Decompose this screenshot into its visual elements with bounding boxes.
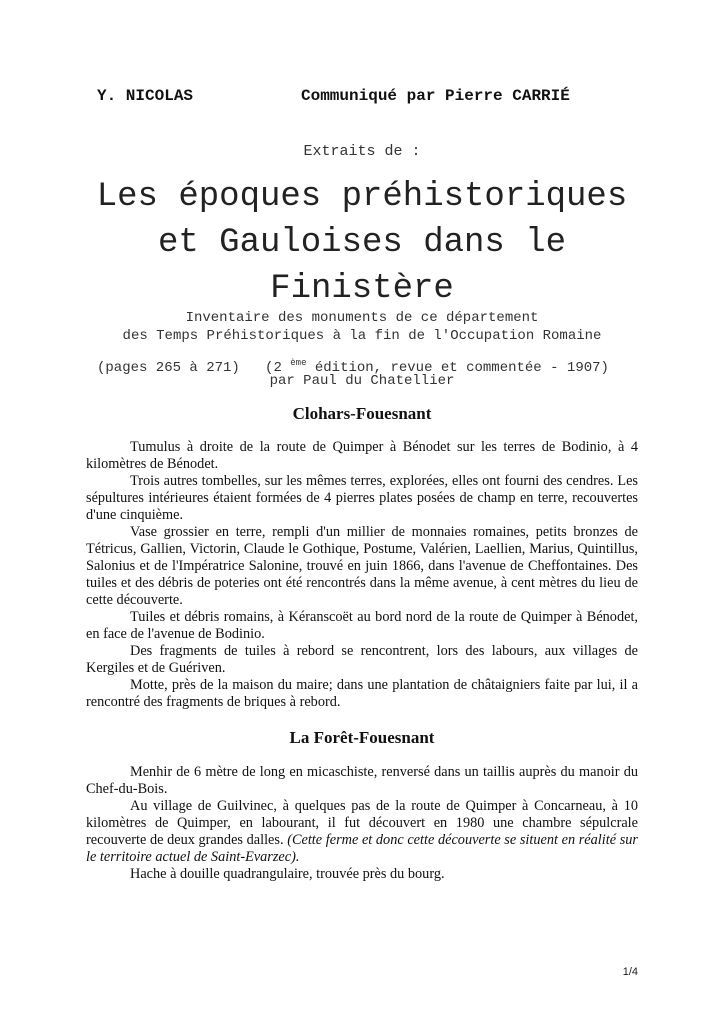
paragraph-text: Au village de Guilvinec, à quelques pas de la route de Quimper à Concarneau, à 10 kilomètres de Quimper, en labourant, il fut découvert en 1980 une chambre sépulcrale recouverte de deux grandes dalles. (86, 798, 638, 848)
paragraph: Des fragments de tuiles à rebord se rencontrent, lors des labours, aux villages de Kergiles et de Guériven. (86, 643, 638, 676)
section-body-clohars (86, 439, 638, 711)
title-line-2: et Gauloises dans le (157, 224, 567, 262)
edition-prefix: (2 (265, 360, 282, 376)
edition-rest: édition, revue et commentée - 1907) (306, 360, 609, 376)
subtitle-line-1: Inventaire des monuments de ce département (185, 310, 539, 326)
paragraph: Motte, près de la maison du maire; dans une plantation de châtaigniers faite par lui, il a rencontré des fragments de briques à rebord. (86, 677, 638, 710)
title-line-1: Les époques préhistoriques (96, 178, 628, 216)
edition-superscript: ème (290, 358, 307, 368)
paragraph: Tuiles et débris romains, à Kéranscoët au bord nord de la route de Quimper à Bénodet, en face de l'avenue de Bodinio. (86, 609, 638, 642)
paragraph: Tumulus à droite de la route de Quimper à Bénodet sur les terres de Bodinio, à 4 kilomètres de Bénodet. (86, 439, 638, 472)
document-subtitle (60, 309, 664, 345)
document-title (60, 174, 664, 312)
document-header (0, 87, 724, 109)
pages-range: (pages 265 à 271) (97, 360, 240, 376)
page-number: 1/4 (622, 966, 638, 978)
editorial-note: (Cette ferme et donc cette découverte se situent en réalité sur le territoire actuel de Saint-Evarzec). (86, 832, 638, 865)
header-author: Y. NICOLAS (97, 87, 194, 105)
paragraph: Vase grossier en terre, rempli d'un millier de monnaies romaines, petits bronzes de Tétricus, Gallien, Victorin, Claude le Gothique, Postume, Valérien, Laellien, Marius, Quintillus, Salonius et de l'Impératrice Salonine, trouvé en juin 1866, dans l'avenue de Cheffontaines. Des tuiles et des débris de poteries ont été rencontrés dans la même avenue, à cent mètres du lieu de cette découverte. (86, 524, 638, 608)
section-body-la-foret (86, 764, 638, 883)
paragraph (86, 798, 638, 866)
paragraph: Hache à douille quadrangulaire, trouvée près du bourg. (130, 866, 445, 882)
section-heading-clohars: Clohars-Fouesnant (292, 404, 432, 423)
extraits-label: Extraits de : (303, 143, 421, 160)
source-author: par Paul du Chatellier (269, 373, 455, 389)
header-credit: Communiqué par Pierre CARRIÉ (301, 87, 570, 105)
title-line-3: Finistère (270, 270, 454, 308)
subtitle-line-2: des Temps Préhistoriques à la fin de l'Occupation Romaine (122, 328, 602, 344)
paragraph: Menhir de 6 mètre de long en micaschiste, renversé dans un taillis auprès du manoir du Chef-du-Bois. (86, 764, 638, 797)
section-heading-la-foret: La Forêt-Fouesnant (289, 728, 435, 747)
paragraph: Trois autres tombelles, sur les mêmes terres, explorées, elles ont fourni des cendres. Les sépultures intérieures étaient formées de 4 pierres plates posées de champ en terre, recouvertes d'une cinquième. (86, 473, 638, 523)
